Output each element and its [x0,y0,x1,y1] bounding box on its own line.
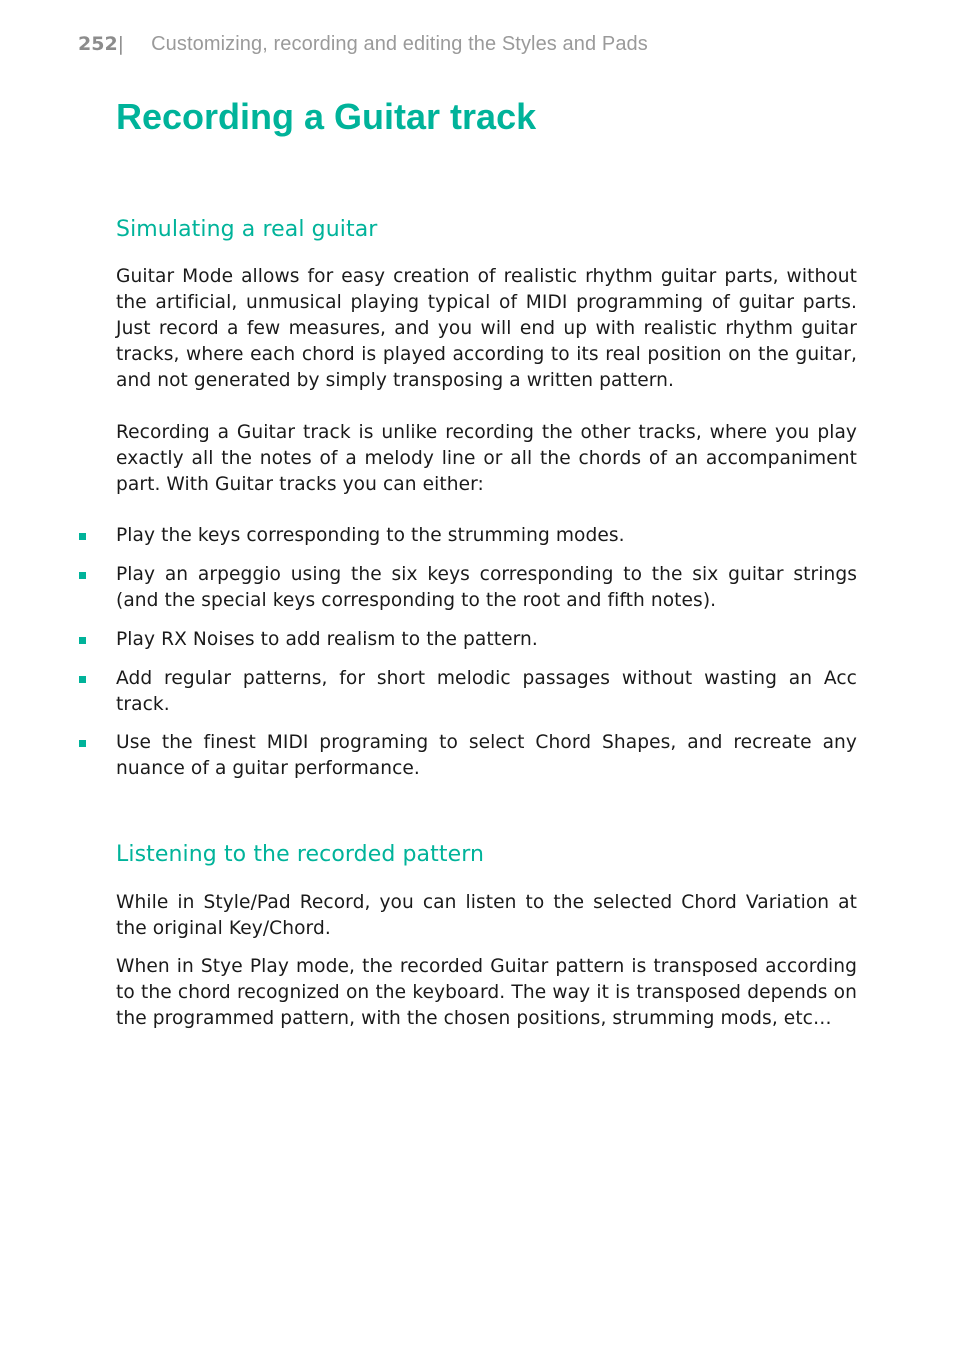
section-title: Customizing, recording and editing the Styles and Pads [151,33,648,55]
paragraph: While in Style/Pad Record, you can listen to the selected Chord Variation at the original Key/Chord. [116,892,857,939]
list-item-text: Play an arpeggio using the six keys corresponding to the six guitar strings (and the special keys corresponding to the root and fifth notes). [116,564,857,611]
list-item-text: Play RX Noises to add realism to the pattern. [116,629,538,650]
paragraph: Guitar Mode allows for easy creation of realistic rhythm guitar parts, without the artificial, unmusical playing typical of MIDI programming of guitar parts. Just record a few measures, and you will end up with realistic rhythm guitar tracks, where each chord is played according to its real position on the guitar, and not generated by simply transposing a written pattern. [116,266,857,391]
page-header [78,33,648,56]
header-separator: | [117,33,125,55]
list-item [116,666,857,718]
list-item [116,562,857,614]
section-heading-listening: Listening to the recorded pattern [116,842,485,867]
paragraph: When in Stye Play mode, the recorded Guitar pattern is transposed according to the chord recognized on the keyboard. The way it is transposed depends on the programmed pattern, with the chosen positions, strumming mods, etc… [116,956,857,1029]
section-heading-simulating: Simulating a real guitar [116,217,378,242]
bullet-square-icon [79,740,86,747]
list-item-text: Use the finest MIDI programing to select Chord Shapes, and recreate any nuance of a guitar performance. [116,732,857,779]
page-number: 252 [78,33,118,55]
list-item [116,523,857,549]
paragraph: Recording a Guitar track is unlike recording the other tracks, where you play exactly all the notes of a melody line or all the chords of an accompaniment part. With Guitar tracks you can either: [116,422,857,495]
bullet-square-icon [79,637,86,644]
list-item [116,730,857,782]
list-item-text: Add regular patterns, for short melodic passages without wasting an Acc track. [116,668,857,715]
list-item-text: Play the keys corresponding to the strumming modes. [116,525,625,546]
bullet-square-icon [79,533,86,540]
page-title: Recording a Guitar track [116,96,537,137]
bullet-square-icon [79,676,86,683]
list-item [116,627,857,653]
bullet-square-icon [79,572,86,579]
